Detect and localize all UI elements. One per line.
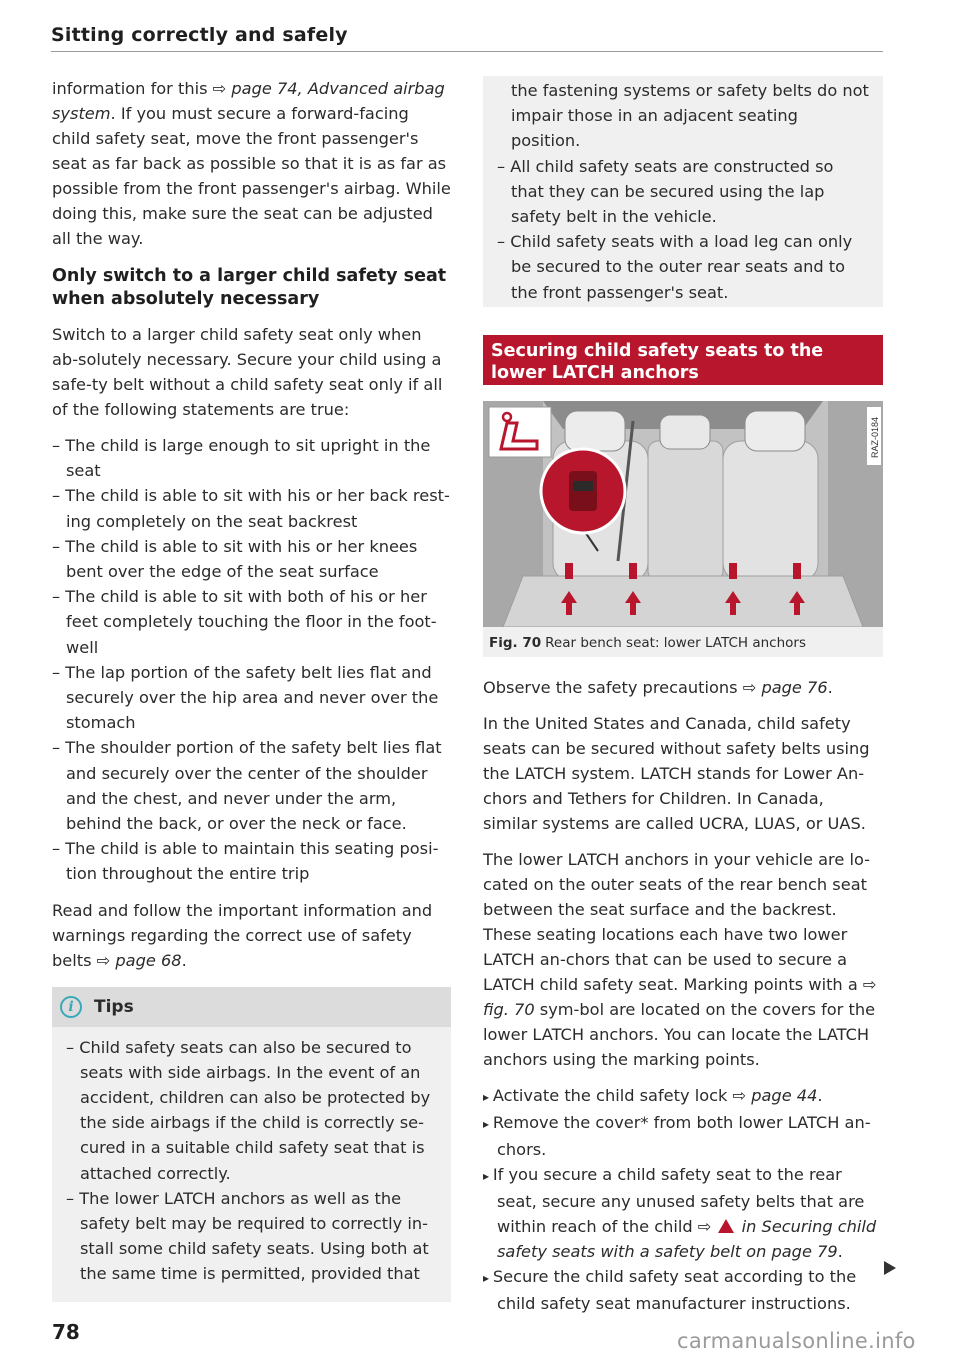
list-item-continued: the fastening systems or safety belts do not impair those in an adjacent seating position.	[511, 81, 869, 151]
step-item: ▸ Remove the cover* from both lower LATCH an-chors.	[483, 1110, 883, 1162]
observe-paragraph	[483, 675, 883, 700]
intro-text-b: . If you must secure a forward-facing child safety seat, move the front passenger's seat as far back as possible so that it is as far as possible from the front passenger's airbag. While doing this, make sure the seat can be adjusted all the way.	[52, 104, 451, 248]
latch-location-paragraph	[483, 847, 883, 1072]
list-item: – The child is able to sit with his or her knees bent over the edge of the seat surface	[52, 534, 452, 584]
figure-label: Fig. 70	[489, 634, 542, 651]
page-section-title: Sitting correctly and safely	[51, 24, 348, 46]
list-item: – All child safety seats are constructed so that they can be secured using the lap safety belt in the vehicle.	[497, 154, 869, 230]
continue-arrow-icon	[884, 1261, 896, 1275]
tips-box	[52, 987, 451, 1302]
list-item: – Child safety seats with a load leg can only be secured to the outer rear seats and to the front passenger's seat.	[497, 229, 869, 305]
figure-caption	[483, 627, 883, 657]
list-item: – The child is able to maintain this seating posi-tion throughout the entire trip	[52, 836, 452, 886]
step-text: .	[837, 1241, 843, 1261]
header-divider	[51, 51, 883, 52]
step-item	[483, 1162, 883, 1264]
step-text: If you secure a child safety seat to the rear seat, secure any unused safety belts that are within reach of the child ⇨	[492, 1164, 865, 1236]
tips-list	[66, 1035, 437, 1287]
observe-page-link[interactable]: page 76	[761, 677, 828, 697]
step-item: ▸ Secure the child safety seat according to the child safety seat manufacturer instructions.	[483, 1264, 883, 1316]
tips-header	[52, 987, 451, 1027]
observe-text-b: .	[827, 677, 833, 697]
list-item: – The lap portion of the safety belt lies flat and securely over the hip area and never over the stomach	[52, 660, 452, 736]
watermark: carmanualsonline.info	[677, 1329, 916, 1353]
step-page-link[interactable]: page 44	[751, 1085, 818, 1105]
tips-continued-list	[497, 78, 869, 305]
right-column	[483, 76, 883, 1327]
step-item	[483, 1083, 883, 1110]
intro-paragraph	[52, 76, 452, 251]
observe-text-a: Observe the safety precautions ⇨	[483, 677, 762, 697]
switch-paragraph: Switch to a larger child safety seat only when ab-solutely necessary. Secure your child using a safe-ty belt without a child safety seat only if all of the following statements are true:	[52, 325, 443, 419]
latch-text-a: The lower LATCH anchors in your vehicle are lo-cated on the outer seats of the rear bench seat between the seat surface and the backrest. These seating locations each have two lower LATCH an-chors that can be used to secure a LATCH child safety seat. Marking points with a ⇨	[483, 849, 877, 994]
list-item: – The lower LATCH anchors as well as the safety belt may be required to correctly in-stall some child safety seats. Using both at the same time is permitted, provided that	[66, 1186, 437, 1287]
figure-code: RAZ-0184	[870, 416, 880, 458]
left-column	[52, 76, 452, 1302]
list-item: – The shoulder portion of the safety belt lies flat and securely over the center of the shoulder and the chest, and never under the arm, behind the back, or over the neck or face.	[52, 735, 452, 836]
read-follow-paragraph	[52, 898, 452, 973]
step-text: .	[817, 1085, 823, 1105]
page-number: 78	[52, 1320, 80, 1344]
warning-link[interactable]: in Securing child safety seats with a safety belt on page 79	[497, 1216, 877, 1261]
conditions-list	[52, 433, 452, 887]
section-heading: Securing child safety seats to the lower LATCH anchors	[483, 335, 883, 385]
info-icon: i	[60, 996, 82, 1018]
figure-link[interactable]: fig. 70	[483, 999, 535, 1019]
read-text-b: .	[181, 950, 187, 970]
list-item: – Child safety seats can also be secured to seats with side airbags. In the event of an accident, children can also be protected by the side airbags if the child is correctly se-cured in a suitable child safety seat that is attached correctly.	[66, 1035, 437, 1186]
steps-list	[483, 1083, 883, 1316]
figure	[483, 401, 883, 657]
rear-bench-seat-illustration	[483, 401, 883, 627]
step-text: Activate the child safety lock ⇨	[492, 1085, 752, 1105]
list-item: – The child is able to sit with his or her back rest-ing completely on the seat backrest	[52, 483, 452, 533]
subsection-heading: Only switch to a larger child safety seat when absolutely necessary	[52, 266, 447, 309]
read-text-a: Read and follow the important information and warnings regarding the correct use of safety belts ⇨	[52, 900, 433, 970]
list-item: – The child is able to sit with both of his or her feet completely touching the floor in the foot-well	[52, 584, 452, 660]
tips-label: Tips	[94, 996, 134, 1017]
warning-triangle-icon	[718, 1219, 734, 1233]
tips-continuation-box	[483, 76, 883, 307]
list-item: – The child is large enough to sit upright in the seat	[52, 433, 452, 483]
intro-text-a: information for this ⇨	[52, 79, 232, 98]
tips-body	[52, 1027, 451, 1302]
latch-text-b: sym-bol are located on the covers for the lower LATCH anchors. You can locate the LATCH anchors using the marking points.	[483, 999, 876, 1069]
figure-caption-text: Rear bench seat: lower LATCH anchors	[545, 634, 806, 651]
seat-illustration-svg	[483, 401, 883, 627]
intro-page-link[interactable]: page 74, Advanced airbag system	[52, 79, 445, 123]
read-page-link[interactable]: page 68	[115, 950, 182, 970]
latch-intro-paragraph: In the United States and Canada, child safety seats can be secured without safety belts using the LATCH system. LATCH stands for Lower An-chors and Tethers for Children. In Canada, similar systems are called UCRA, LUAS, or UAS.	[483, 713, 870, 833]
